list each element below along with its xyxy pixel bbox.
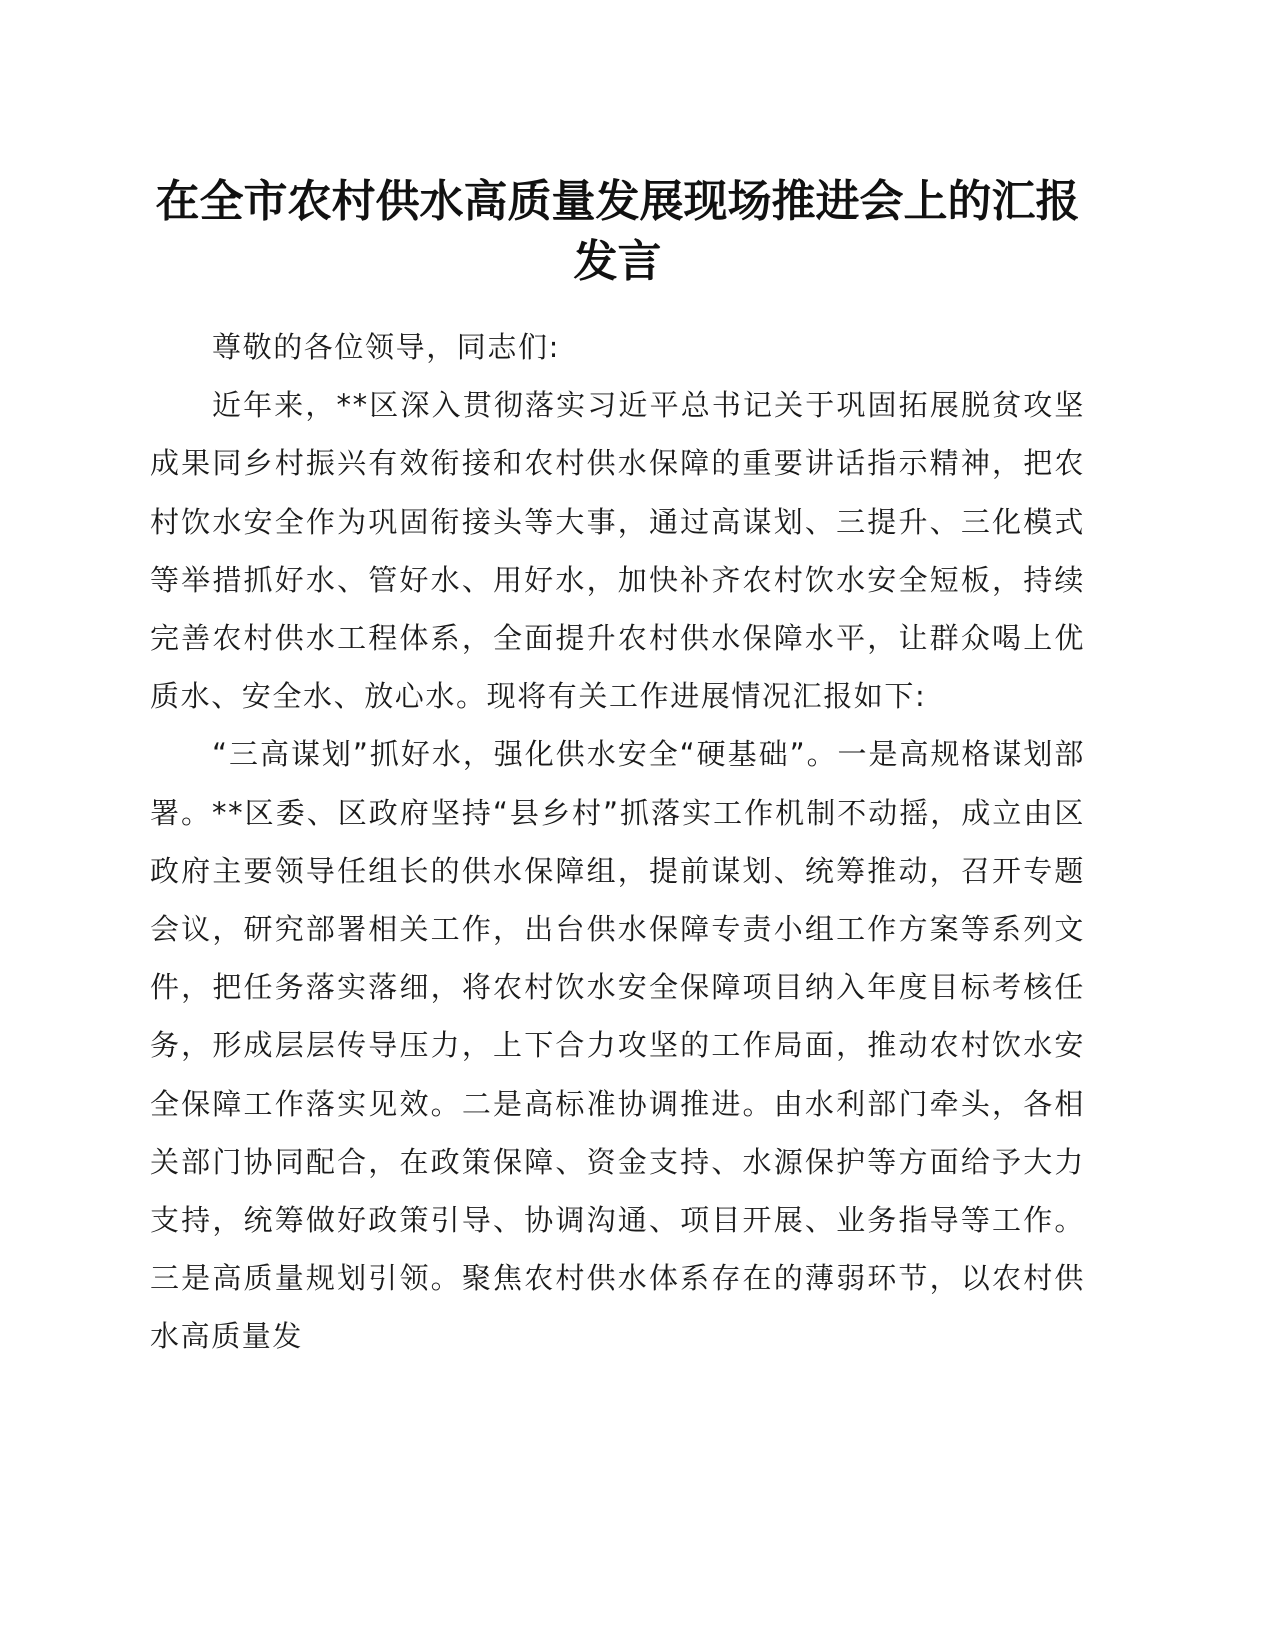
section-paragraph: “三高谋划”抓好水，强化供水安全“硬基础”。一是高规格谋划部署。**区委、区政府坚持“县乡村”抓落实工作机制不动摇，成立由区政府主要领导任组长的供水保障组，提前谋划、统筹推动，召开专题会议，研究部署相关工作，出台供水保障专责小组工作方案等系列文件，把任务落实落细，将农村饮水安全保障项目纳入年度目标考核任务，形成层层传导压力，上下合力攻坚的工作局面，推动农村饮水安全保障工作落实见效。二是高标准协调推进。由水利部门牵头，各相关部门协同配合，在政策保障、资金支持、水源保护等方面给予大力支持，统筹做好政策引导、协调沟通、项目开展、业务指导等工作。三是高质量规划引领。聚焦农村供水体系存在的薄弱环节，以农村供水高质量发 [150, 737, 1085, 1354]
salutation-paragraph: 尊敬的各位领导，同志们: [212, 330, 560, 364]
intro-paragraph: 近年来，**区深入贯彻落实习近平总书记关于巩固拓展脱贫攻坚成果同乡村振兴有效衔接和农村供水保障的重要讲话指示精神，把农村饮水安全作为巩固衔接头等大事，通过高谋划、三提升、三化模式等举措抓好水、管好水、用好水，加快补齐农村饮水安全短板，持续完善农村供水工程体系，全面提升农村供水保障水平，让群众喝上优质水、安全水、放心水。现将有关工作进展情况汇报如下: [150, 388, 1085, 714]
document-body [150, 318, 1085, 1366]
document-title: 在全市农村供水高质量发展现场推进会上的汇报发言 [155, 176, 1080, 287]
